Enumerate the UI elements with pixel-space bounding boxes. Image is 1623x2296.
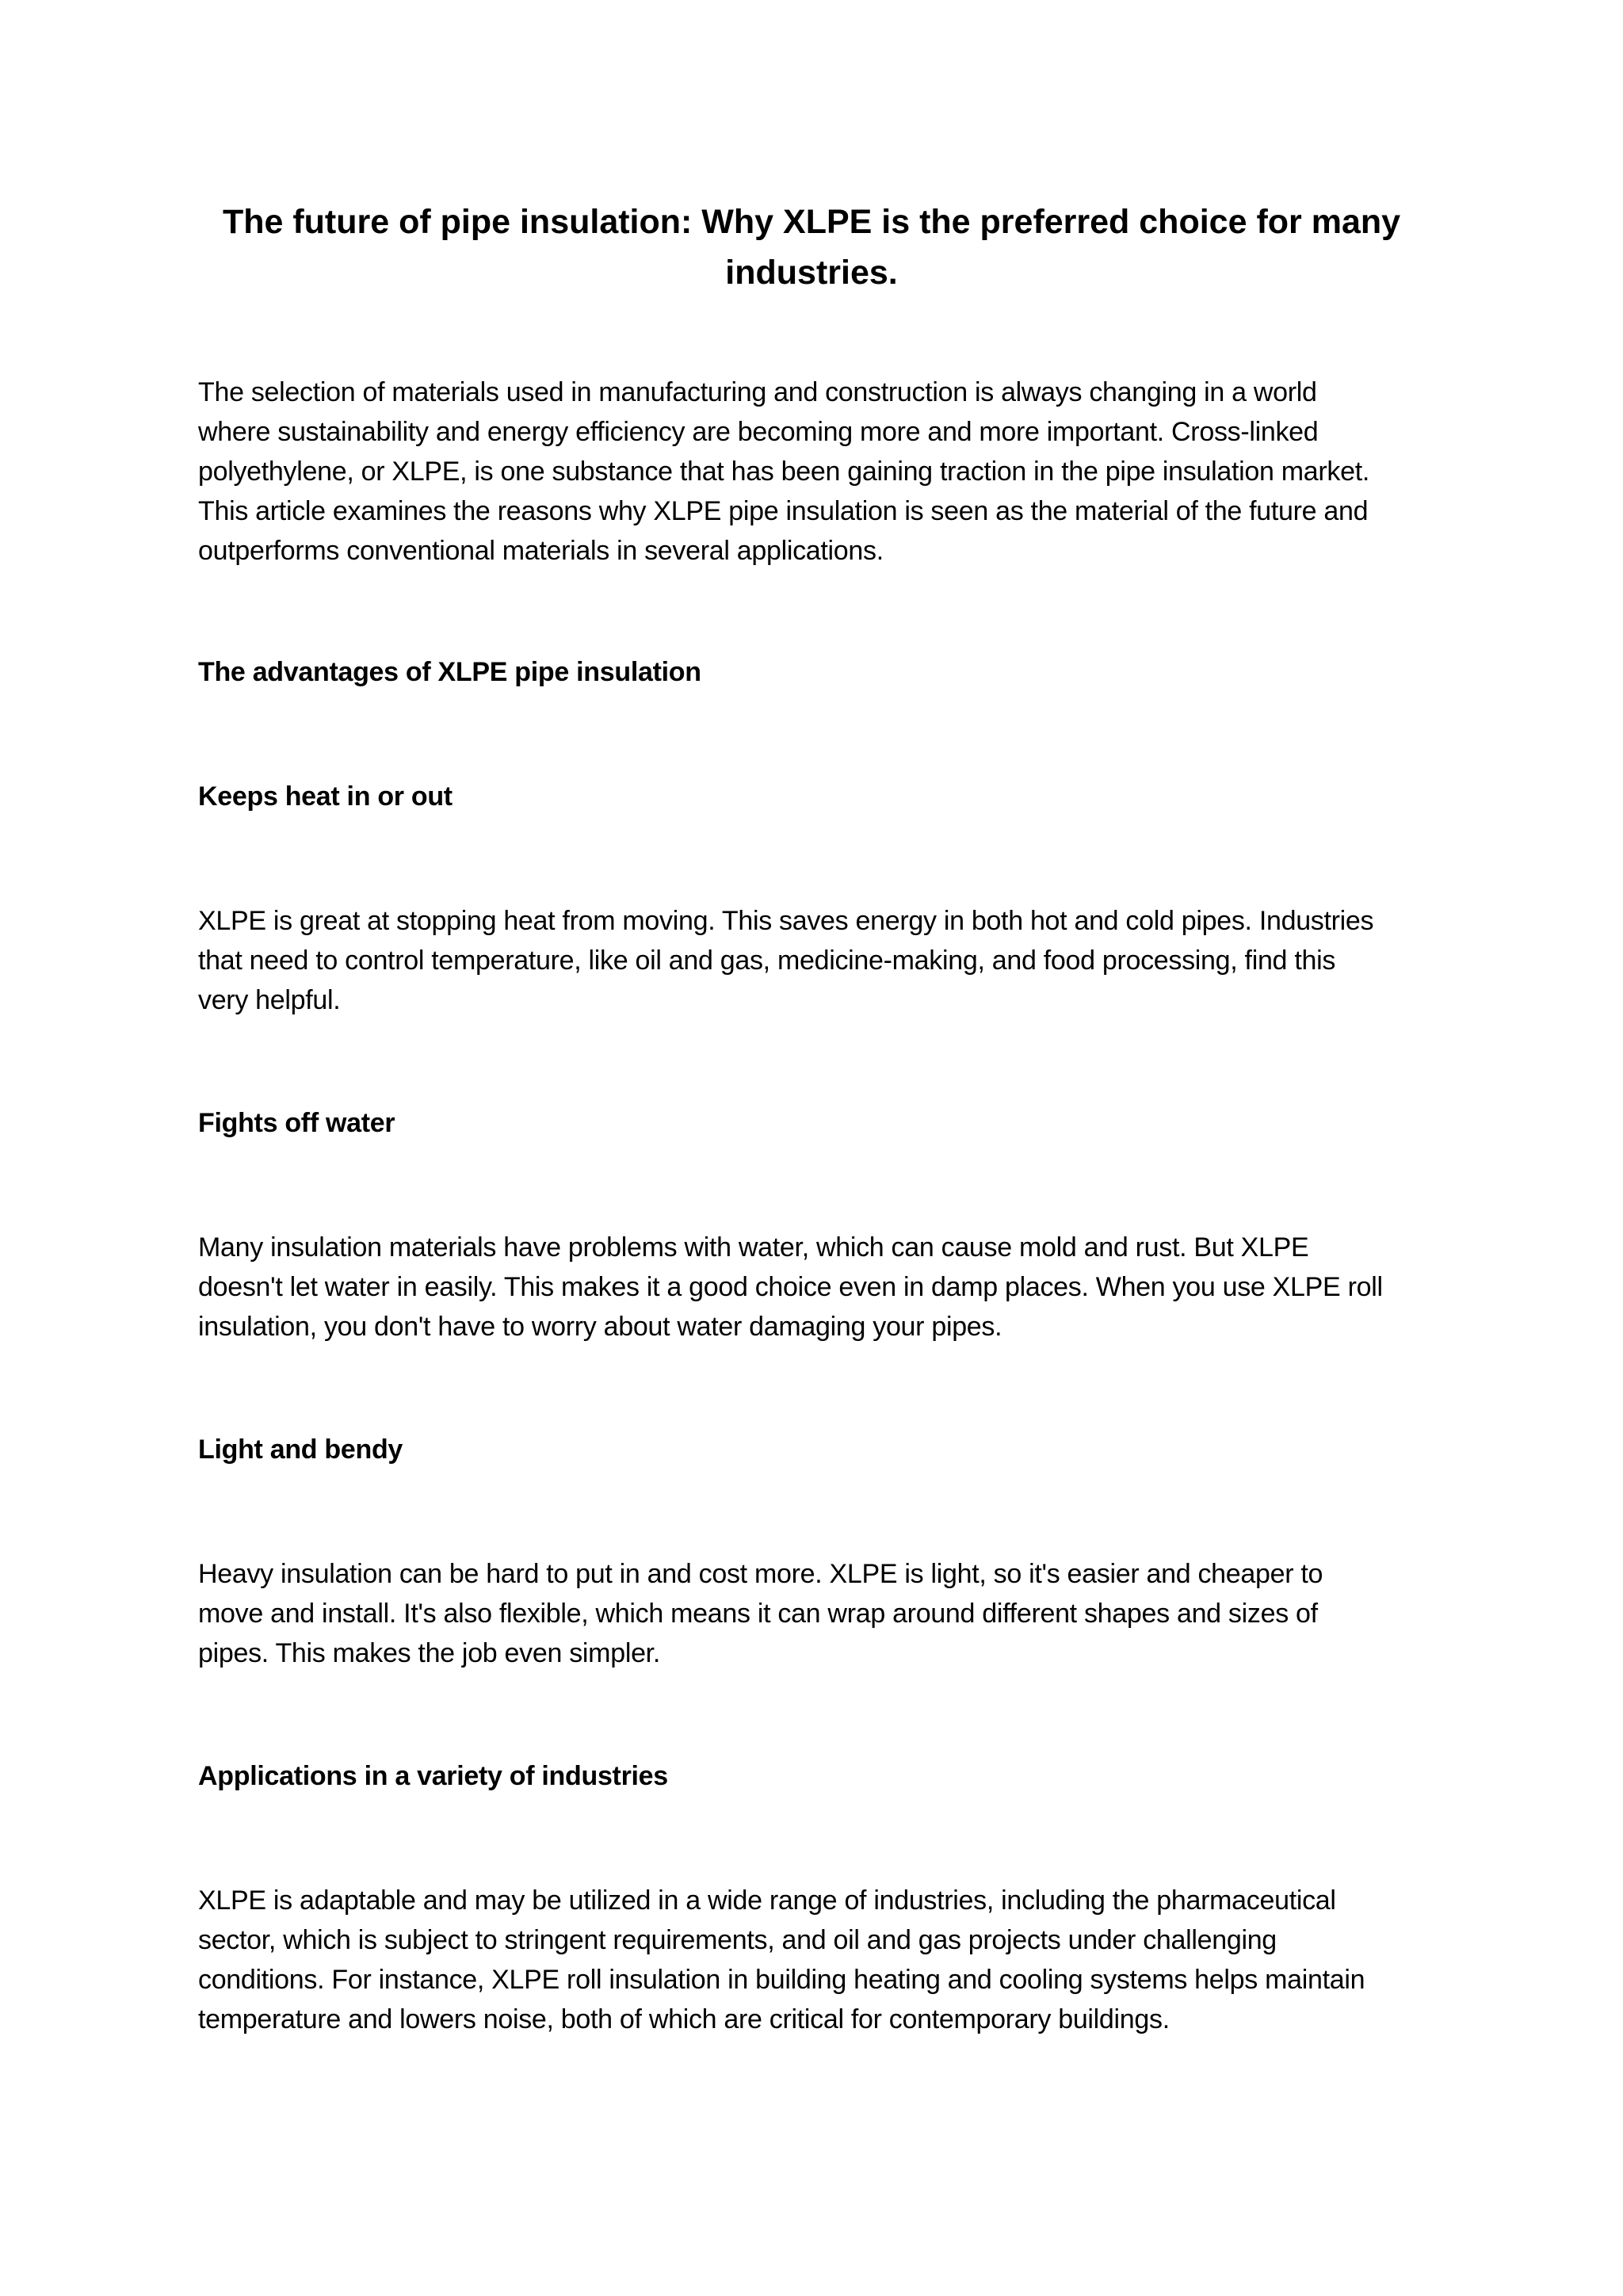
paragraph-line: conditions. For instance, XLPE roll insulation in building heating and cooling systems helps maintain <box>198 1965 1365 1995</box>
document-title <box>198 197 1425 298</box>
paragraph-line: outperforms conventional materials in several applications. <box>198 536 884 566</box>
title-line: The future of pipe insulation: Why XLPE is the preferred choice for many <box>222 203 1401 241</box>
section-heading-light: Light and bendy <box>198 1435 403 1465</box>
paragraph-line: doesn't let water in easily. This makes it a good choice even in damp places. When you use XLPE roll <box>198 1272 1383 1302</box>
paragraph-line: Heavy insulation can be hard to put in and cost more. XLPE is light, so it's easier and cheaper to <box>198 1559 1323 1589</box>
paragraph-line: XLPE is great at stopping heat from moving. This saves energy in both hot and cold pipes. Industries <box>198 906 1374 936</box>
paragraph-line: sector, which is subject to stringent requirements, and oil and gas projects under challenging <box>198 1925 1277 1955</box>
paragraph-line: move and install. It's also flexible, which means it can wrap around different shapes and sizes of <box>198 1599 1318 1629</box>
light-paragraph <box>198 1554 1434 1673</box>
paragraph-line: where sustainability and energy efficiency are becoming more and more important. Cross-linked <box>198 417 1319 447</box>
paragraph-line: Many insulation materials have problems with water, which can cause mold and rust. But XLPE <box>198 1232 1309 1263</box>
paragraph-line: pipes. This makes the job even simpler. <box>198 1638 660 1668</box>
intro-paragraph <box>198 372 1434 571</box>
paragraph-line: polyethylene, or XLPE, is one substance that has been gaining traction in the pipe insulation market. <box>198 457 1369 487</box>
paragraph-line: that need to control temperature, like oil and gas, medicine-making, and food processing, find this <box>198 946 1336 976</box>
water-paragraph <box>198 1228 1434 1347</box>
paragraph-line: This article examines the reasons why XLPE pipe insulation is seen as the material of the future and <box>198 496 1369 526</box>
section-heading-heat: Keeps heat in or out <box>198 781 453 812</box>
title-line: industries. <box>725 254 898 292</box>
section-heading-advantages: The advantages of XLPE pipe insulation <box>198 657 701 687</box>
paragraph-line: XLPE is adaptable and may be utilized in a wide range of industries, including the pharmaceutical <box>198 1885 1336 1916</box>
section-heading-applications: Applications in a variety of industries <box>198 1761 668 1791</box>
heat-paragraph <box>198 901 1434 1020</box>
paragraph-line: temperature and lowers noise, both of which are critical for contemporary buildings. <box>198 2004 1170 2034</box>
paragraph-line: insulation, you don't have to worry about water damaging your pipes. <box>198 1312 1002 1342</box>
applications-paragraph <box>198 1881 1434 2039</box>
paragraph-line: very helpful. <box>198 985 341 1015</box>
paragraph-line: The selection of materials used in manufacturing and construction is always changing in a world <box>198 377 1317 407</box>
section-heading-water: Fights off water <box>198 1108 395 1138</box>
